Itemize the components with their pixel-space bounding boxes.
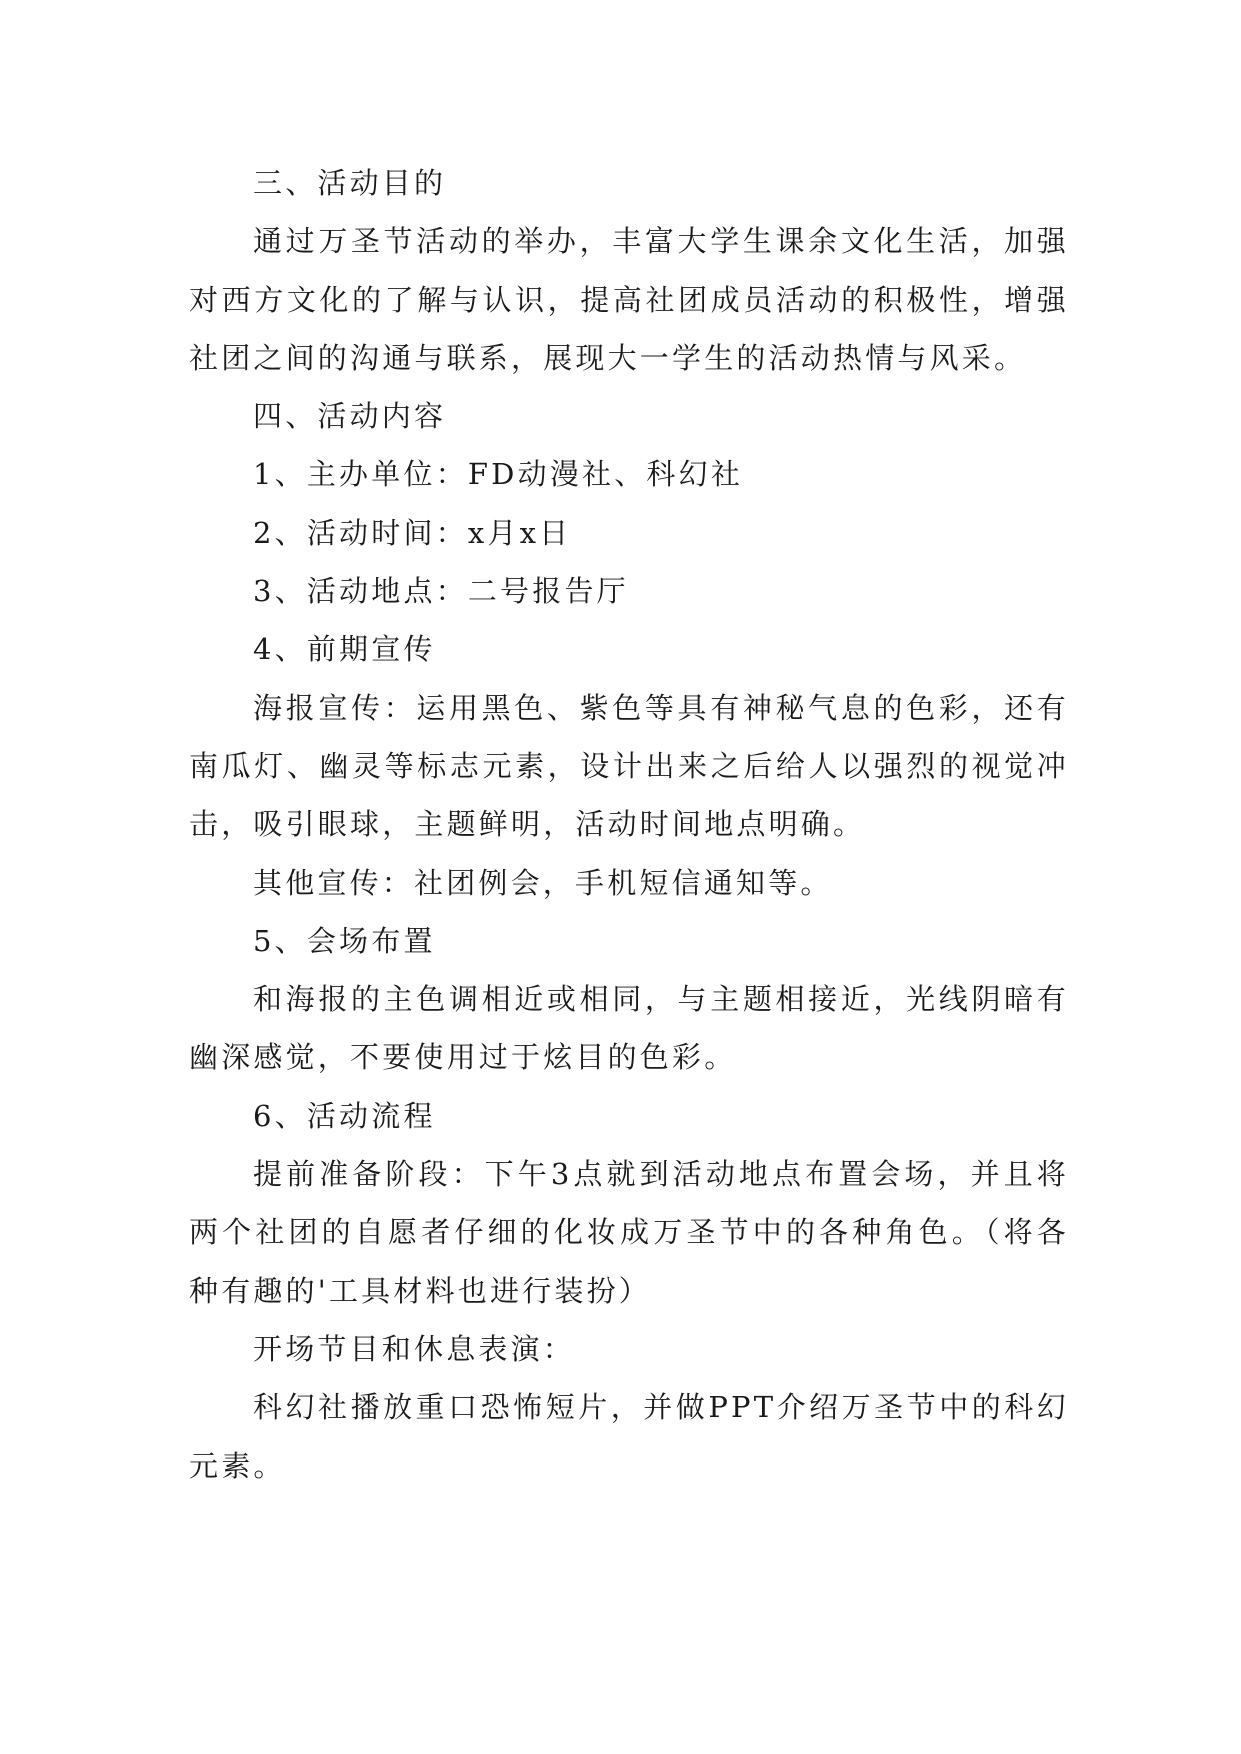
event-location-line: 3、活动地点：二号报告厅 xyxy=(253,574,629,609)
venue-setup-paragraph: 和海报的主色调相近或相同，与主题相接近，光线阴暗有幽深感觉，不要使用过于炫目的色彩。 xyxy=(189,982,1069,1075)
event-time-line: 2、活动时间：x月x日 xyxy=(253,515,572,550)
purpose-paragraph: 通过万圣节活动的举办，丰富大学生课余文化生活，加强对西方文化的了解与认识，提高社团成员活动的积极性，增强社团之间的沟通与联系，展现大一学生的活动热情与风采。 xyxy=(189,224,1069,375)
preparation-paragraph: 提前准备阶段：下午3点就到活动地点布置会场，并且将两个社团的自愿者仔细的化妆成万圣节中的各种角色。（将各种有趣的'工具材料也进行装扮） xyxy=(189,1157,1069,1308)
publicity-heading: 4、前期宣传 xyxy=(253,632,436,667)
organizer-line: 1、主办单位：FD动漫社、科幻社 xyxy=(253,457,744,492)
event-flow-heading: 6、活动流程 xyxy=(253,1098,436,1133)
section-heading-purpose: 三、活动目的 xyxy=(253,166,447,200)
poster-publicity-paragraph: 海报宣传：运用黑色、紫色等具有神秘气息的色彩，还有南瓜灯、幽灵等标志元素，设计出来之后给人以强烈的视觉冲击，吸引眼球，主题鲜明，活动时间地点明确。 xyxy=(189,690,1069,842)
opening-show-heading: 开场节目和休息表演： xyxy=(253,1331,576,1366)
other-publicity-paragraph: 其他宣传：社团例会，手机短信通知等。 xyxy=(253,865,833,900)
venue-setup-heading: 5、会场布置 xyxy=(253,923,436,958)
scifi-club-paragraph: 科幻社播放重口恐怖短片，并做PPT介绍万圣节中的科幻元素。 xyxy=(189,1390,1069,1483)
document-body xyxy=(189,154,1069,1495)
section-heading-content: 四、活动内容 xyxy=(253,399,447,434)
